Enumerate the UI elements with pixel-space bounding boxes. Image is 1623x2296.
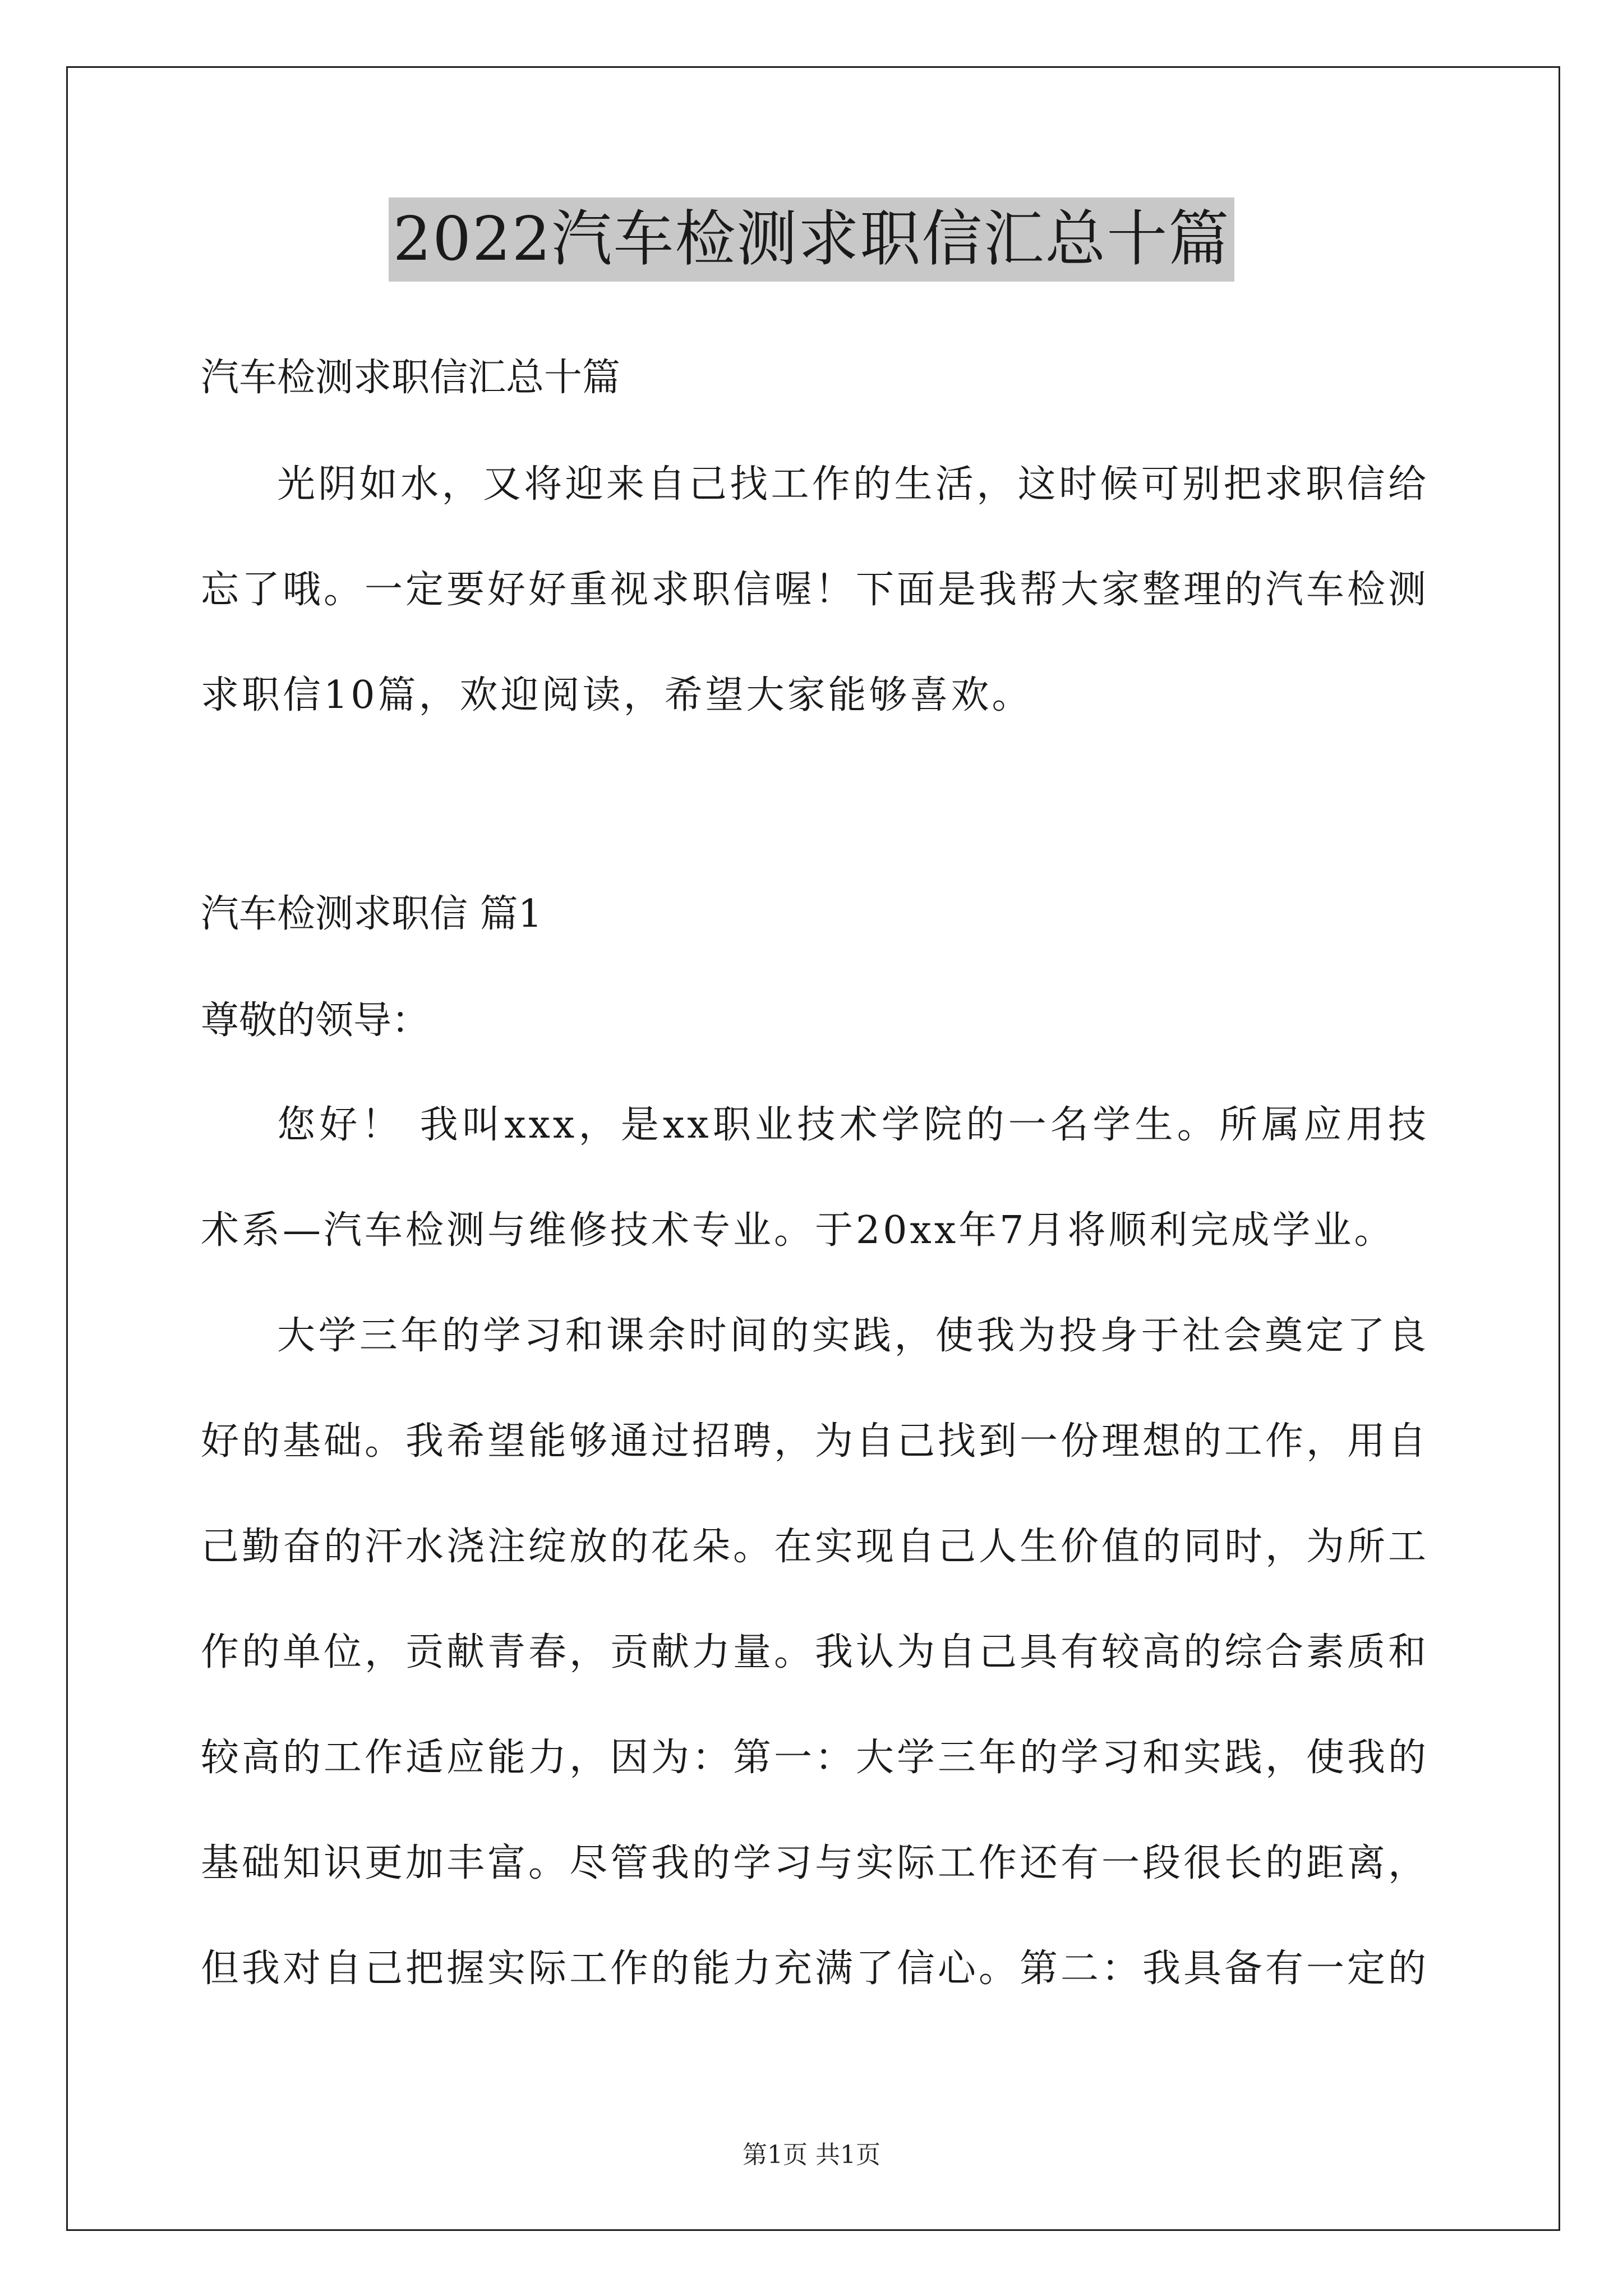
document-subtitle: 汽车检测求职信汇总十篇: [201, 356, 621, 400]
body-paragraph-1: 您好！ 我叫xxx，是xx职业技术学院的一名学生。所属应用技术系—汽车检测与维修技术专业。于20xx年7月将顺利完成学业。: [201, 1103, 1429, 1253]
body-paragraph-2: 大学三年的学习和课余时间的实践，使我为投身于社会奠定了良好的基础。我希望能够通过招聘，为自己找到一份理想的工作，用自己勤奋的汗水浇注绽放的花朵。在实现自己人生价值的同时，为所工作的单位，贡献青春，贡献力量。我认为自己具有较高的综合素质和较高的工作适应能力，因为：第一：大学三年的学习和实践，使我的基础知识更加丰富。尽管我的学习与实际工作还有一段很长的距离，但我对自己把握实际工作的能力充满了信心。第二：我具备有一定的: [201, 1314, 1430, 1991]
section-heading: 汽车检测求职信 篇1: [201, 892, 542, 936]
document-title: 2022汽车检测求职信汇总十篇: [389, 197, 1235, 282]
title-container: [0, 197, 1623, 282]
intro-paragraph: 光阴如水，又将迎来自己找工作的生活，这时候可别把求职信给忘了哦。一定要好好重视求职信喔！下面是我帮大家整理的汽车检测求职信10篇，欢迎阅读，希望大家能够喜欢。: [201, 462, 1430, 717]
page-footer: 第1页 共1页: [743, 2141, 880, 2169]
salutation: 尊敬的领导：: [201, 999, 430, 1043]
